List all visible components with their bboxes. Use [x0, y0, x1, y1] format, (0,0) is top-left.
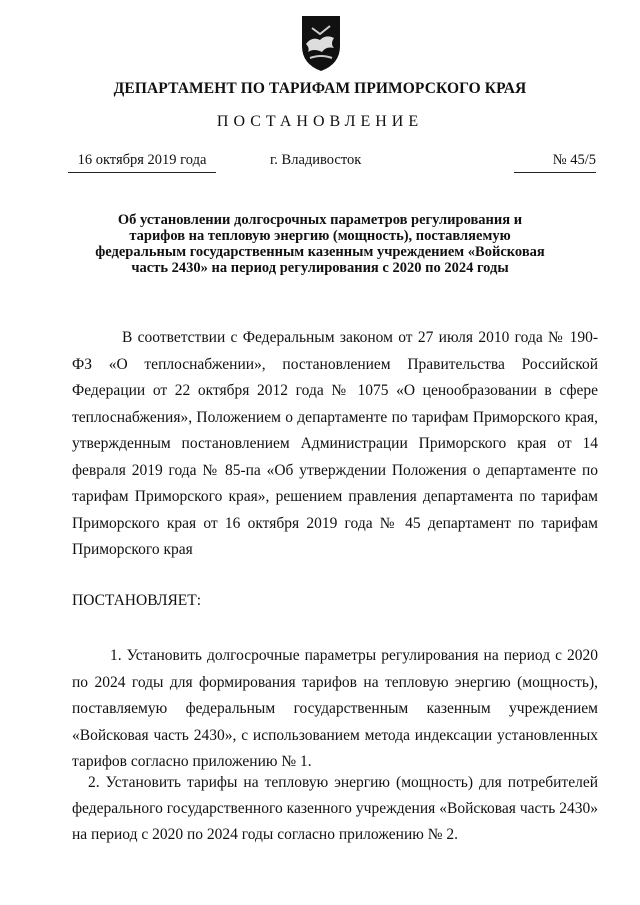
document-city: г. Владивосток — [270, 152, 362, 168]
coat-of-arms-icon — [296, 10, 346, 74]
resolution-item-2: 2. Установить тарифы на тепловую энергию (мощность) для потребителей федерального государственного казенного учреждения «Войсковая часть 2430» на период с 2020 по 2024 годы согласно приложению № 2. — [72, 774, 598, 843]
department-name: ДЕПАРТАМЕНТ ПО ТАРИФАМ ПРИМОРСКОГО КРАЯ — [113, 80, 527, 97]
document-date: 16 октября 2019 года — [68, 152, 216, 173]
resolves-heading: ПОСТАНОВЛЯЕТ: — [72, 592, 202, 609]
document-type: ПОСТАНОВЛЕНИЕ — [216, 113, 424, 130]
document-title: Об установлении долгосрочных параметров регулирования и тарифов на тепловую энергию (мощность), поставляемую федеральным государственным казенным учреждением «Войсковая часть 2430» на период регулирования с 2020 по 2024 годы — [95, 212, 545, 276]
preamble-paragraph: В соответствии с Федеральным законом от 27 июля 2010 года № 190-ФЗ «О теплоснабжении», постановлением Правительства Российской Федерации от 22 октября 2012 года № 1075 «О ценообразовании в сфере теплоснабжения», Положением о департаменте по тарифам Приморского края, утвержденным постановлением Администрации Приморского края от 14 февраля 2019 года № 85-па «Об утверждении Положения о департаменте по тарифам Приморского края», решением правления департамента по тарифам Приморского края от 16 октября 2019 года № 45 департамент по тарифам Приморского края — [72, 329, 598, 558]
resolution-item-1: 1. Установить долгосрочные параметры регулирования на период с 2020 по 2024 годы для формирования тарифов на тепловую энергию (мощность), поставляемую федеральным государственным казенным учреждением «Войсковая часть 2430», с использованием метода индексации установленных тарифов согласно приложению № 1. — [72, 647, 598, 770]
document-number: № 45/5 — [514, 152, 596, 173]
